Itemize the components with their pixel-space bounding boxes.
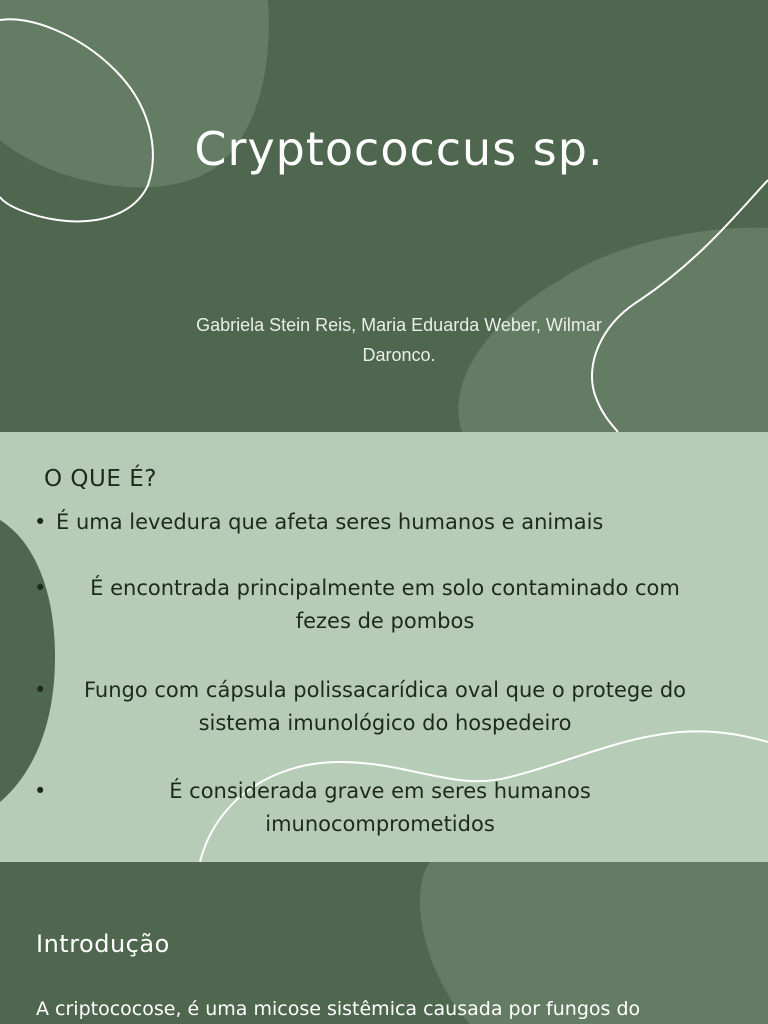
what-is-slide (0, 432, 768, 862)
title-slide (0, 0, 768, 432)
bullet-icon: • (34, 678, 47, 702)
bullet-text: É considerada grave em seres humanos imunocomprometidos (169, 779, 591, 836)
introduction-slide (0, 862, 768, 1024)
bullet-icon: • (34, 779, 47, 803)
presentation-title: Cryptococcus sp. (194, 122, 604, 176)
bullet-icon: • (34, 510, 47, 534)
bullet-text: É uma levedura que afeta seres humanos e animais (56, 510, 604, 534)
bullet-text: É encontrada principalmente em solo contaminado com fezes de pombos (90, 576, 680, 633)
section-heading: Introdução (36, 930, 170, 958)
intro-paragraph: A criptococose, é uma micose sistêmica causada por fungos do (36, 998, 641, 1020)
authors-line: Gabriela Stein Reis, Maria Eduarda Weber, Wilmar Daronco. (196, 315, 602, 365)
bullet-icon: • (34, 576, 47, 600)
section-heading: O QUE É? (44, 466, 157, 492)
bullet-list (0, 432, 768, 862)
bullet-text: Fungo com cápsula polissacarídica oval que o protege do sistema imunológico do hospedeiro (83, 678, 687, 735)
